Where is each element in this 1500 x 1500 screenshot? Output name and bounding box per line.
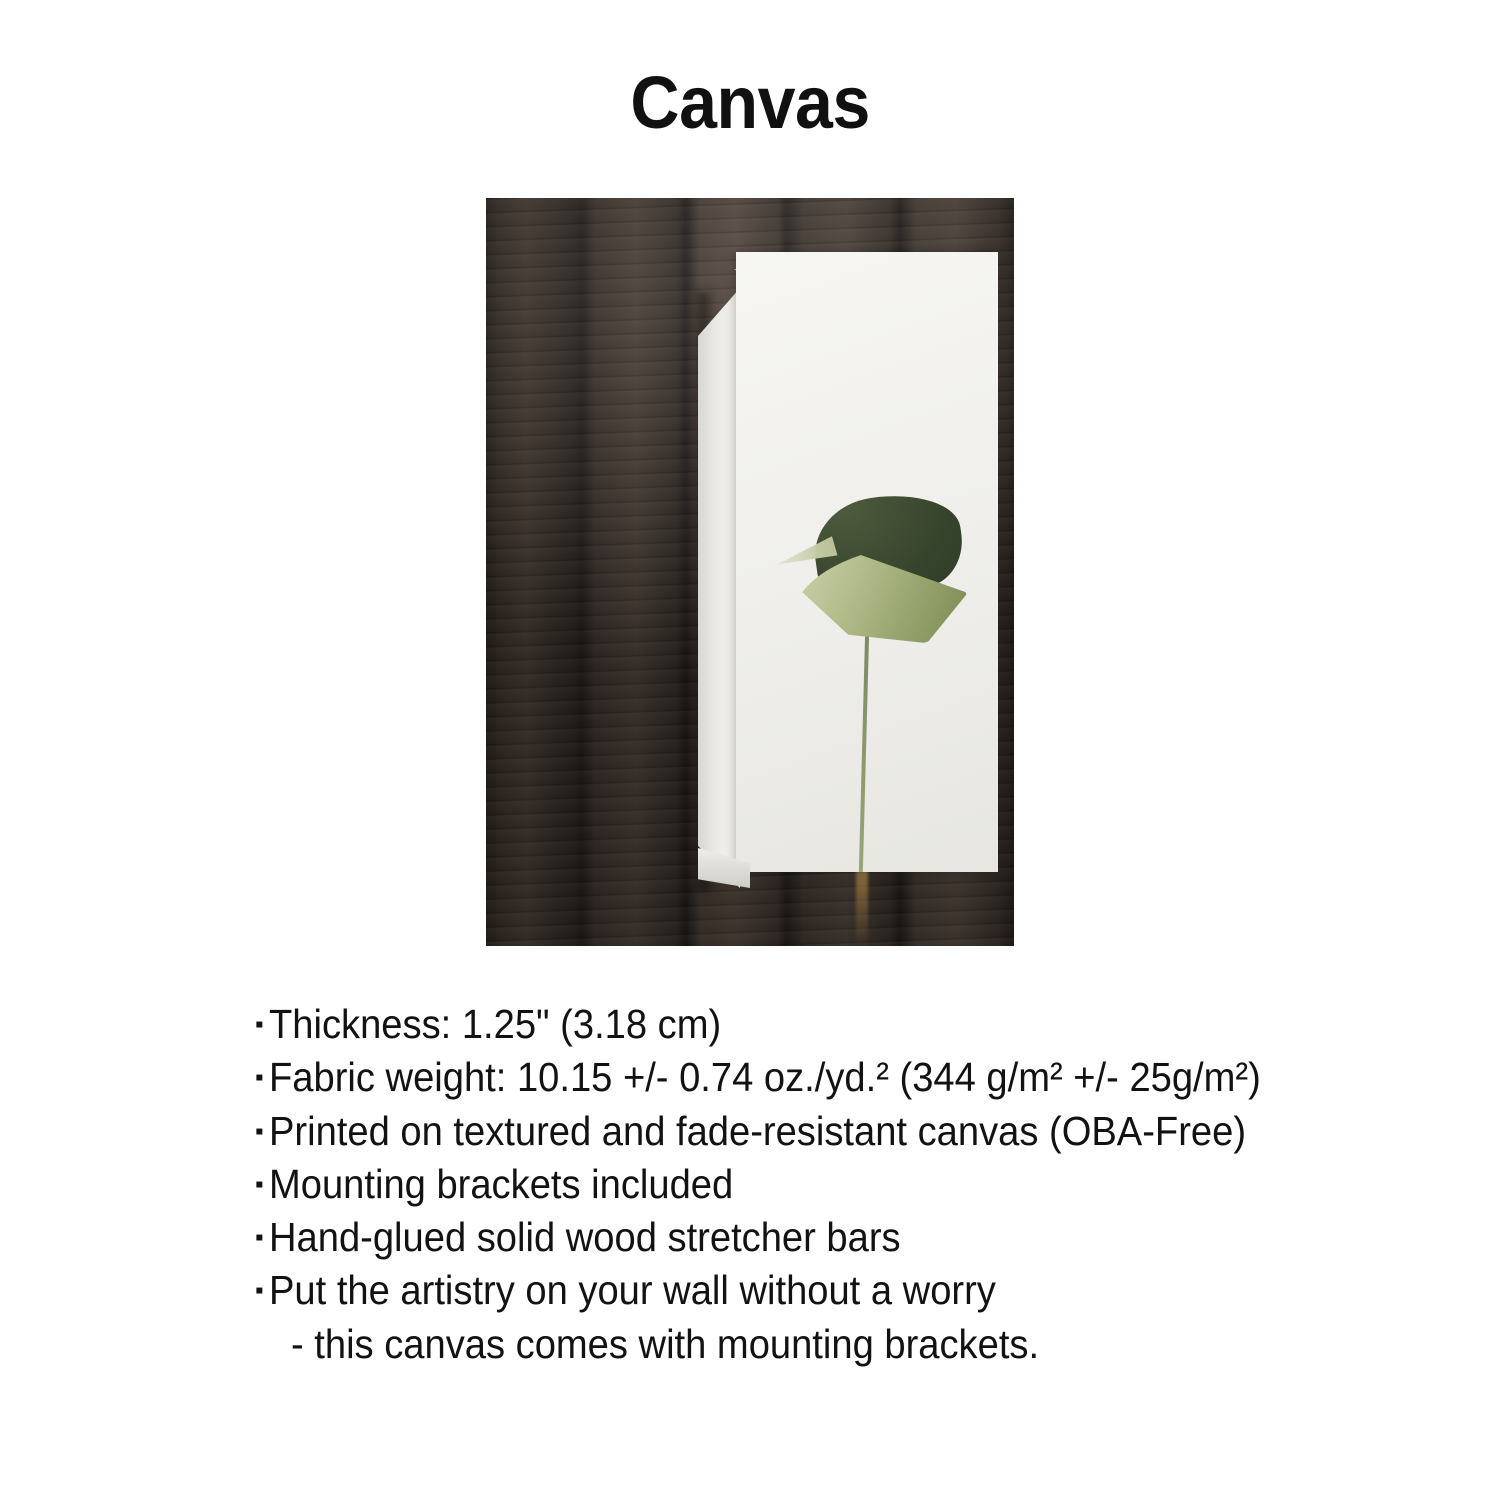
list-item xyxy=(255,1264,1255,1317)
canvas-print-object xyxy=(698,252,998,872)
canvas-side-depth xyxy=(698,288,740,888)
bullet-icon: ▪ xyxy=(255,1064,264,1092)
bullet-icon: ▪ xyxy=(255,1011,264,1038)
spec-mounting-brackets: Mounting brackets included xyxy=(268,1160,733,1207)
page-title: Canvas xyxy=(630,61,870,144)
product-photo xyxy=(486,198,1014,946)
spec-print-surface: Printed on textured and fade-resistant canvas (OBA-Free) xyxy=(268,1107,1246,1154)
list-item xyxy=(255,1158,1255,1211)
bullet-icon: ▪ xyxy=(255,1224,264,1252)
list-item xyxy=(255,1105,1255,1158)
list-item xyxy=(255,998,1255,1051)
list-item xyxy=(255,1211,1255,1264)
bullet-icon: ▪ xyxy=(255,1170,264,1198)
spec-artistry-continuation xyxy=(255,1318,1255,1371)
list-item xyxy=(255,1051,1261,1104)
spec-thickness: Thickness: 1.25" (3.18 cm) xyxy=(268,1001,721,1047)
spec-artistry-continuation-text: - this canvas comes with mounting brackets. xyxy=(291,1320,1040,1367)
spec-stretcher-bars: Hand-glued solid wood stretcher bars xyxy=(268,1214,901,1261)
canvas-front-face xyxy=(736,252,998,872)
spec-fabric-weight: Fabric weight: 10.15 +/- 0.74 oz./yd.² (344 g/m² +/- 25g/m²) xyxy=(268,1054,1261,1101)
bullet-icon: ▪ xyxy=(255,1277,264,1305)
spec-list xyxy=(255,998,1261,1371)
spec-artistry: Put the artistry on your wall without a worry xyxy=(268,1267,996,1314)
bullet-icon: ▪ xyxy=(255,1117,264,1145)
